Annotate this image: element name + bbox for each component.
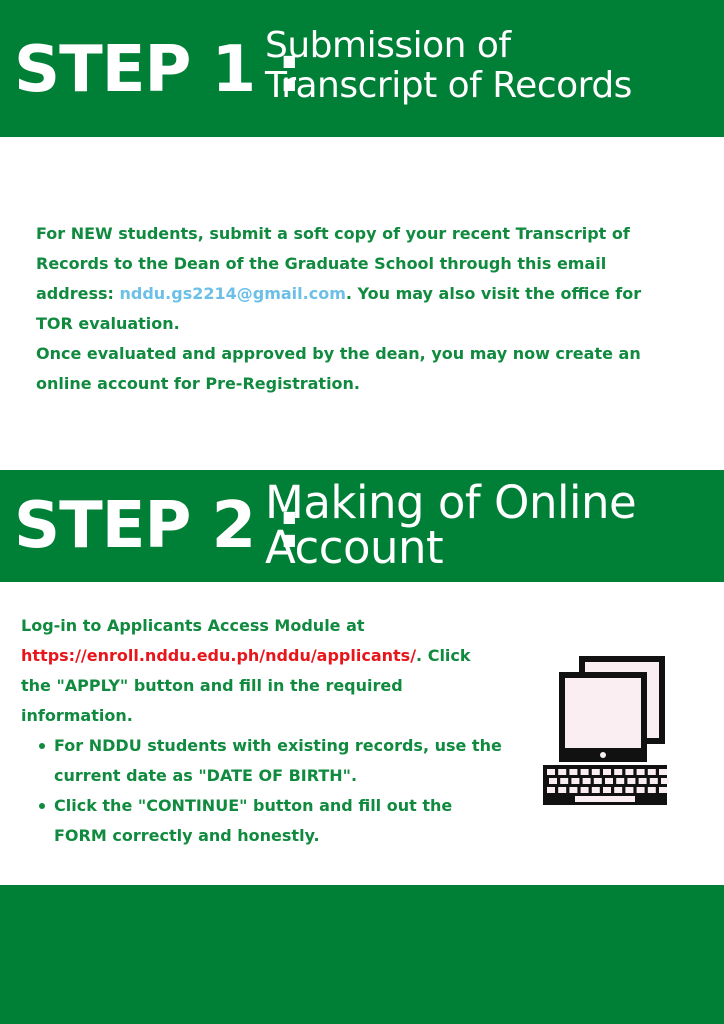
step2-body xyxy=(21,611,471,731)
email-link[interactable]: nddu.gs2214@gmail.com xyxy=(119,284,346,303)
keyboard-key xyxy=(592,787,600,793)
keyboard-key xyxy=(627,778,635,784)
applicants-module-link[interactable]: https://enroll.nddu.edu.ph/nddu/applicants/ xyxy=(21,646,417,665)
step2-body-line: the "APPLY" button and fill in the required xyxy=(21,676,403,695)
bullet-line: current date as "DATE OF BIRTH". xyxy=(54,766,358,785)
keyboard-key xyxy=(648,787,656,793)
keyboard-key xyxy=(603,787,611,793)
bullet-line: For NDDU students with existing records, use the xyxy=(54,736,502,755)
step2-body-line: information. xyxy=(21,706,133,725)
address-prefix: address: xyxy=(36,284,120,303)
keyboard-key xyxy=(661,778,669,784)
keyboard-key xyxy=(637,787,645,793)
step2-title-line2: Account xyxy=(265,521,444,574)
step1-title-line2: Transcript of Records xyxy=(265,65,632,106)
step2-body-line xyxy=(21,641,471,671)
keyboard-key xyxy=(637,769,645,775)
list-item xyxy=(38,791,502,851)
bullet-line: FORM correctly and honestly. xyxy=(54,826,320,845)
step2-label: STEP 2 : xyxy=(14,489,302,563)
address-suffix: . You may also visit the office for xyxy=(345,284,642,303)
keyboard-key xyxy=(594,778,602,784)
step1-body xyxy=(36,219,641,399)
bullet-line: Click the "CONTINUE" button and fill out the xyxy=(54,796,453,815)
keyboard-key xyxy=(558,787,566,793)
keyboard-key xyxy=(639,778,647,784)
step1-body-line xyxy=(36,279,641,309)
step2-title-line1: Making of Online xyxy=(265,476,637,529)
step1-title-line1: Submission of xyxy=(265,25,511,66)
keyboard-key xyxy=(549,778,557,784)
step2-bullet-list xyxy=(38,731,502,851)
bullet-dot xyxy=(39,803,45,809)
keyboard-key xyxy=(659,769,667,775)
keyboard-key xyxy=(616,778,624,784)
keyboard-key xyxy=(650,778,658,784)
keyboard-key xyxy=(547,787,555,793)
keyboard-key xyxy=(558,769,566,775)
keyboard-key xyxy=(592,769,600,775)
step1-body-line: Records to the Dean of the Graduate School through this email xyxy=(36,254,607,273)
step1-title xyxy=(265,26,632,106)
step1-body-line: For NEW students, submit a soft copy of your recent Transcript of xyxy=(36,224,630,243)
keyboard-key xyxy=(614,787,622,793)
keyboard-key xyxy=(659,787,667,793)
keyboard-key xyxy=(648,769,656,775)
click-suffix: . Click xyxy=(416,646,471,665)
keyboard-key xyxy=(583,778,591,784)
keyboard-key xyxy=(569,787,577,793)
keyboard-key xyxy=(569,769,577,775)
keyboard-key xyxy=(547,769,555,775)
desktop-computer-icon xyxy=(541,654,669,807)
step1-body-line: TOR evaluation. xyxy=(36,314,180,333)
step1-label: STEP 1 : xyxy=(14,33,302,107)
step2-title xyxy=(265,476,637,574)
step2-body-line: Log-in to Applicants Access Module at xyxy=(21,616,365,635)
keyboard-key xyxy=(581,787,589,793)
keyboard-key xyxy=(581,769,589,775)
step1-body-line: Once evaluated and approved by the dean, you may now create an xyxy=(36,344,641,363)
step1-body-line: online account for Pre-Registration. xyxy=(36,374,361,393)
keyboard-key xyxy=(605,778,613,784)
keyboard-key xyxy=(560,778,568,784)
list-item xyxy=(38,731,502,791)
keyboard-key xyxy=(571,778,579,784)
keyboard-spacebar xyxy=(575,796,635,802)
keyboard-key xyxy=(625,787,633,793)
keyboard-key xyxy=(625,769,633,775)
footer-band xyxy=(0,885,724,1024)
keyboard-key xyxy=(603,769,611,775)
bullet-dot xyxy=(39,743,45,749)
keyboard-key xyxy=(614,769,622,775)
